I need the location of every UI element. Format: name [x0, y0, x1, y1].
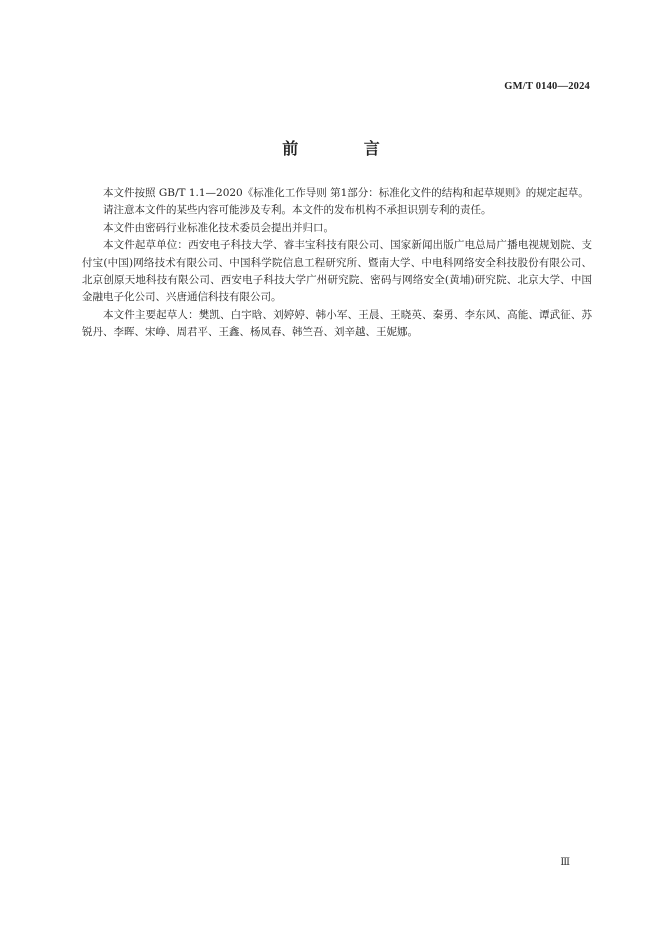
page-number: Ⅲ	[560, 857, 570, 868]
paragraph-proposer: 本文件由密码行业标准化技术委员会提出并归口。	[103, 221, 334, 234]
foreword-body	[82, 185, 592, 342]
paragraph-main-drafters: 本文件主要起草人：樊凯、白宇晗、刘婷婷、韩小军、王晨、王晓英、秦勇、李东风、高能、谭武征、苏锐丹、李晖、宋峥、周君平、王鑫、杨凤春、韩竺吾、刘辛越、王妮娜。	[82, 308, 592, 339]
page-title: 前 言	[282, 139, 410, 158]
paragraph-drafting-units: 本文件起草单位：西安电子科技大学、睿丰宝科技有限公司、国家新闻出版广电总局广播电视规划院、支付宝(中国)网络技术有限公司、中国科学院信息工程研究所、暨南大学、中电科网络安全科技股份有限公司、北京创原天地科技有限公司、西安电子科技大学广州研究院、密码与网络安全(黄埔)研究院、北京大学、中国金融电子化公司、兴唐通信科技有限公司。	[82, 239, 592, 304]
paragraph-patent-notice: 请注意本文件的某些内容可能涉及专利。本文件的发布机构不承担识别专利的责任。	[103, 204, 492, 217]
standard-code: GM/T 0140—2024	[504, 81, 590, 92]
paragraph-drafting-rules: 本文件按照 GB/T 1.1—2020《标准化工作导则 第1部分：标准化文件的结构和起草规则》的规定起草。	[103, 187, 589, 199]
